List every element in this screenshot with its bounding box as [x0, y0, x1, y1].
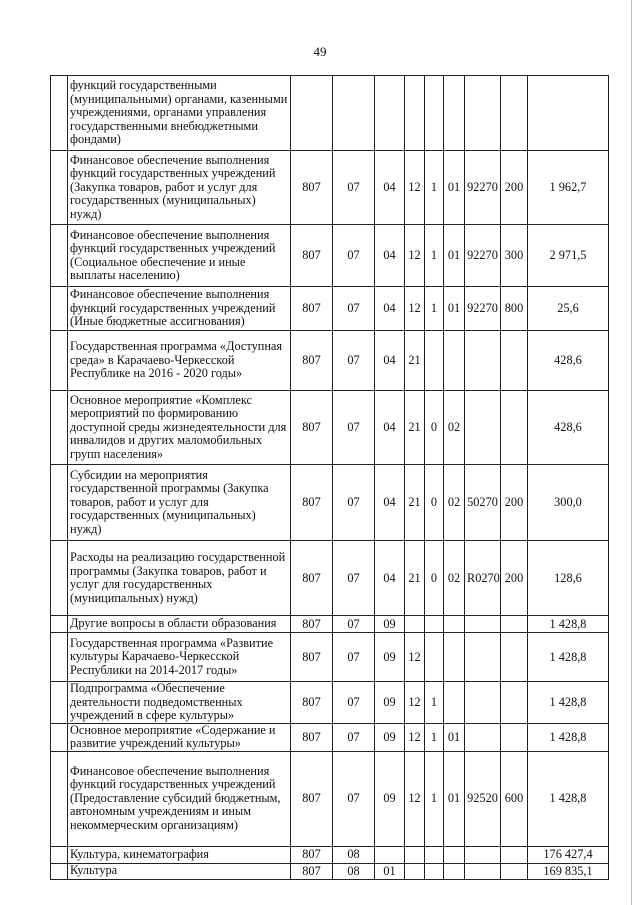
code-cell-c1: 807: [291, 287, 333, 331]
code-cell-c7: 92520: [465, 751, 501, 846]
code-cell-c7: [465, 331, 501, 391]
code-cell-c5: 0: [425, 465, 444, 541]
row-margin-cell: [51, 287, 68, 331]
code-cell-c3: 04: [375, 225, 405, 287]
code-cell-c3: 04: [375, 391, 405, 465]
code-cell-c1: 807: [291, 331, 333, 391]
code-cell-c6: 01: [444, 225, 465, 287]
table-row: [51, 616, 609, 633]
code-cell-c7: 92270: [465, 151, 501, 225]
amount-cell: 1 428,8: [528, 723, 609, 751]
page-number: 49: [313, 44, 327, 59]
table-row: [51, 151, 609, 225]
row-name-cell: Финансовое обеспечение выполнения функций государственных учреждений (Закупка товаров, работ и услуг для государственных (муниципальных) нужд): [68, 151, 291, 225]
code-cell-c5: 0: [425, 391, 444, 465]
code-cell-c8: [501, 76, 528, 151]
code-cell-c1: 807: [291, 391, 333, 465]
code-cell-c3: 04: [375, 465, 405, 541]
row-name-cell: Государственная программа «Развитие культуры Карачаево-Черкесской Республики на 2014-2017 годы»: [68, 633, 291, 682]
code-cell-c3: 09: [375, 633, 405, 682]
code-cell-c2: 08: [333, 863, 375, 879]
table-row: [51, 287, 609, 331]
code-cell-c4: 12: [405, 225, 425, 287]
code-cell-c2: 07: [333, 541, 375, 616]
code-cell-c8: [501, 723, 528, 751]
row-name-cell: Подпрограмма «Обеспечение деятельности подведомственных учреждений в сфере культуры»: [68, 682, 291, 724]
code-cell-c5: 1: [425, 723, 444, 751]
amount-cell: 169 835,1: [528, 863, 609, 879]
row-margin-cell: [51, 682, 68, 724]
row-name-cell: Основное мероприятие «Содержание и развитие учреждений культуры»: [68, 723, 291, 751]
code-cell-c6: 01: [444, 287, 465, 331]
code-cell-c1: 807: [291, 633, 333, 682]
code-cell-c1: 807: [291, 682, 333, 724]
code-cell-c5: [425, 633, 444, 682]
code-cell-c8: [501, 633, 528, 682]
code-cell-c6: [444, 331, 465, 391]
code-cell-c5: [425, 331, 444, 391]
row-name-cell: Расходы на реализацию государственной программы (Закупка товаров, работ и услуг для государственных (муниципальных) нужд): [68, 541, 291, 616]
code-cell-c4: 12: [405, 751, 425, 846]
code-cell-c8: 200: [501, 541, 528, 616]
code-cell-c5: [425, 76, 444, 151]
code-cell-c4: 12: [405, 151, 425, 225]
code-cell-c6: [444, 682, 465, 724]
code-cell-c2: 07: [333, 391, 375, 465]
code-cell-c7: [465, 633, 501, 682]
code-cell-c4: [405, 846, 425, 863]
code-cell-c7: [465, 723, 501, 751]
code-cell-c6: [444, 616, 465, 633]
code-cell-c1: 807: [291, 723, 333, 751]
row-name-cell: Культура, кинематография: [68, 846, 291, 863]
code-cell-c6: [444, 846, 465, 863]
table-row: [51, 633, 609, 682]
code-cell-c1: [291, 76, 333, 151]
code-cell-c5: 1: [425, 751, 444, 846]
row-margin-cell: [51, 151, 68, 225]
row-margin-cell: [51, 76, 68, 151]
amount-cell: 1 962,7: [528, 151, 609, 225]
code-cell-c8: 200: [501, 465, 528, 541]
code-cell-c7: 50270: [465, 465, 501, 541]
amount-cell: 428,6: [528, 391, 609, 465]
code-cell-c1: 807: [291, 225, 333, 287]
code-cell-c4: [405, 76, 425, 151]
table-row: [51, 331, 609, 391]
code-cell-c2: 08: [333, 846, 375, 863]
code-cell-c3: 04: [375, 541, 405, 616]
code-cell-c7: 92270: [465, 287, 501, 331]
code-cell-c3: [375, 76, 405, 151]
code-cell-c8: 800: [501, 287, 528, 331]
code-cell-c2: 07: [333, 751, 375, 846]
code-cell-c4: 12: [405, 287, 425, 331]
row-margin-cell: [51, 616, 68, 633]
code-cell-c3: 04: [375, 287, 405, 331]
row-margin-cell: [51, 541, 68, 616]
amount-cell: 1 428,8: [528, 682, 609, 724]
code-cell-c4: 21: [405, 465, 425, 541]
row-name-cell: Основное мероприятие «Комплекс мероприятий по формированию доступной среды жизнедеятельности для инвалидов и других маломобильных групп населения»: [68, 391, 291, 465]
code-cell-c1: 807: [291, 465, 333, 541]
code-cell-c2: 07: [333, 633, 375, 682]
code-cell-c7: [465, 76, 501, 151]
code-cell-c8: [501, 616, 528, 633]
code-cell-c5: 1: [425, 151, 444, 225]
code-cell-c8: 300: [501, 225, 528, 287]
page-edge-line: [631, 0, 632, 905]
code-cell-c7: [465, 863, 501, 879]
code-cell-c5: 1: [425, 682, 444, 724]
code-cell-c2: 07: [333, 616, 375, 633]
code-cell-c3: 09: [375, 616, 405, 633]
code-cell-c6: 01: [444, 751, 465, 846]
code-cell-c3: [375, 846, 405, 863]
table-row: [51, 846, 609, 863]
row-margin-cell: [51, 863, 68, 879]
code-cell-c8: [501, 331, 528, 391]
code-cell-c4: 21: [405, 331, 425, 391]
code-cell-c3: 09: [375, 723, 405, 751]
table-row: [51, 225, 609, 287]
amount-cell: 1 428,8: [528, 751, 609, 846]
row-name-cell: Финансовое обеспечение выполнения функций государственных учреждений (Социальное обеспечение и иные выплаты населению): [68, 225, 291, 287]
code-cell-c3: 09: [375, 751, 405, 846]
code-cell-c8: [501, 863, 528, 879]
row-margin-cell: [51, 723, 68, 751]
code-cell-c6: 02: [444, 465, 465, 541]
code-cell-c6: 02: [444, 391, 465, 465]
code-cell-c4: 12: [405, 723, 425, 751]
code-cell-c2: 07: [333, 287, 375, 331]
row-name-cell: функций государственными (муниципальными) органами, казенными учреждениями, органами управления государственными внебюджетными фондами): [68, 76, 291, 151]
code-cell-c8: [501, 391, 528, 465]
code-cell-c7: [465, 616, 501, 633]
code-cell-c8: 200: [501, 151, 528, 225]
code-cell-c8: [501, 846, 528, 863]
code-cell-c1: 807: [291, 151, 333, 225]
code-cell-c2: 07: [333, 682, 375, 724]
code-cell-c5: [425, 846, 444, 863]
code-cell-c2: 07: [333, 723, 375, 751]
row-margin-cell: [51, 225, 68, 287]
table-row: [51, 723, 609, 751]
code-cell-c6: 01: [444, 723, 465, 751]
row-name-cell: Государственная программа «Доступная среда» в Карачаево-Черкесской Республике на 2016 - 2020 годы»: [68, 331, 291, 391]
code-cell-c5: 0: [425, 541, 444, 616]
row-margin-cell: [51, 331, 68, 391]
code-cell-c6: [444, 76, 465, 151]
amount-cell: 1 428,8: [528, 616, 609, 633]
code-cell-c2: 07: [333, 225, 375, 287]
code-cell-c7: [465, 846, 501, 863]
amount-cell: 128,6: [528, 541, 609, 616]
code-cell-c2: 07: [333, 465, 375, 541]
amount-cell: 25,6: [528, 287, 609, 331]
code-cell-c7: R0270: [465, 541, 501, 616]
table-row: [51, 541, 609, 616]
row-name-cell: Субсидии на мероприятия государственной программы (Закупка товаров, работ и услуг для государственных (муниципальных) нужд): [68, 465, 291, 541]
table-row: [51, 465, 609, 541]
code-cell-c3: 01: [375, 863, 405, 879]
code-cell-c4: 21: [405, 541, 425, 616]
amount-cell: 1 428,8: [528, 633, 609, 682]
amount-cell: [528, 76, 609, 151]
code-cell-c2: [333, 76, 375, 151]
budget-table: [50, 75, 609, 880]
table-row: [51, 863, 609, 879]
code-cell-c7: [465, 682, 501, 724]
row-margin-cell: [51, 465, 68, 541]
code-cell-c7: 92270: [465, 225, 501, 287]
row-name-cell: Финансовое обеспечение выполнения функций государственных учреждений (Иные бюджетные ассигнования): [68, 287, 291, 331]
code-cell-c5: 1: [425, 225, 444, 287]
code-cell-c5: [425, 863, 444, 879]
code-cell-c3: 04: [375, 151, 405, 225]
table-row: [51, 682, 609, 724]
code-cell-c7: [465, 391, 501, 465]
code-cell-c1: 807: [291, 863, 333, 879]
code-cell-c5: 1: [425, 287, 444, 331]
code-cell-c4: 12: [405, 633, 425, 682]
code-cell-c4: 12: [405, 682, 425, 724]
code-cell-c1: 807: [291, 846, 333, 863]
amount-cell: 428,6: [528, 331, 609, 391]
code-cell-c2: 07: [333, 331, 375, 391]
code-cell-c4: 21: [405, 391, 425, 465]
table-row: [51, 751, 609, 846]
row-name-cell: Финансовое обеспечение выполнения функций государственных учреждений (Предоставление субсидий бюджетным, автономным учреждениям и иным некоммерческим организациям): [68, 751, 291, 846]
code-cell-c3: 09: [375, 682, 405, 724]
row-margin-cell: [51, 633, 68, 682]
code-cell-c6: [444, 633, 465, 682]
amount-cell: 300,0: [528, 465, 609, 541]
table-row: [51, 391, 609, 465]
code-cell-c1: 807: [291, 751, 333, 846]
code-cell-c1: 807: [291, 616, 333, 633]
code-cell-c6: 02: [444, 541, 465, 616]
amount-cell: 2 971,5: [528, 225, 609, 287]
row-margin-cell: [51, 391, 68, 465]
code-cell-c2: 07: [333, 151, 375, 225]
code-cell-c6: 01: [444, 151, 465, 225]
row-margin-cell: [51, 846, 68, 863]
code-cell-c4: [405, 863, 425, 879]
code-cell-c1: 807: [291, 541, 333, 616]
code-cell-c6: [444, 863, 465, 879]
row-name-cell: Другие вопросы в области образования: [68, 616, 291, 633]
code-cell-c3: 04: [375, 331, 405, 391]
code-cell-c4: [405, 616, 425, 633]
row-name-cell: Культура: [68, 863, 291, 879]
code-cell-c5: [425, 616, 444, 633]
amount-cell: 176 427,4: [528, 846, 609, 863]
code-cell-c8: 600: [501, 751, 528, 846]
row-margin-cell: [51, 751, 68, 846]
code-cell-c8: [501, 682, 528, 724]
table-row: [51, 76, 609, 151]
